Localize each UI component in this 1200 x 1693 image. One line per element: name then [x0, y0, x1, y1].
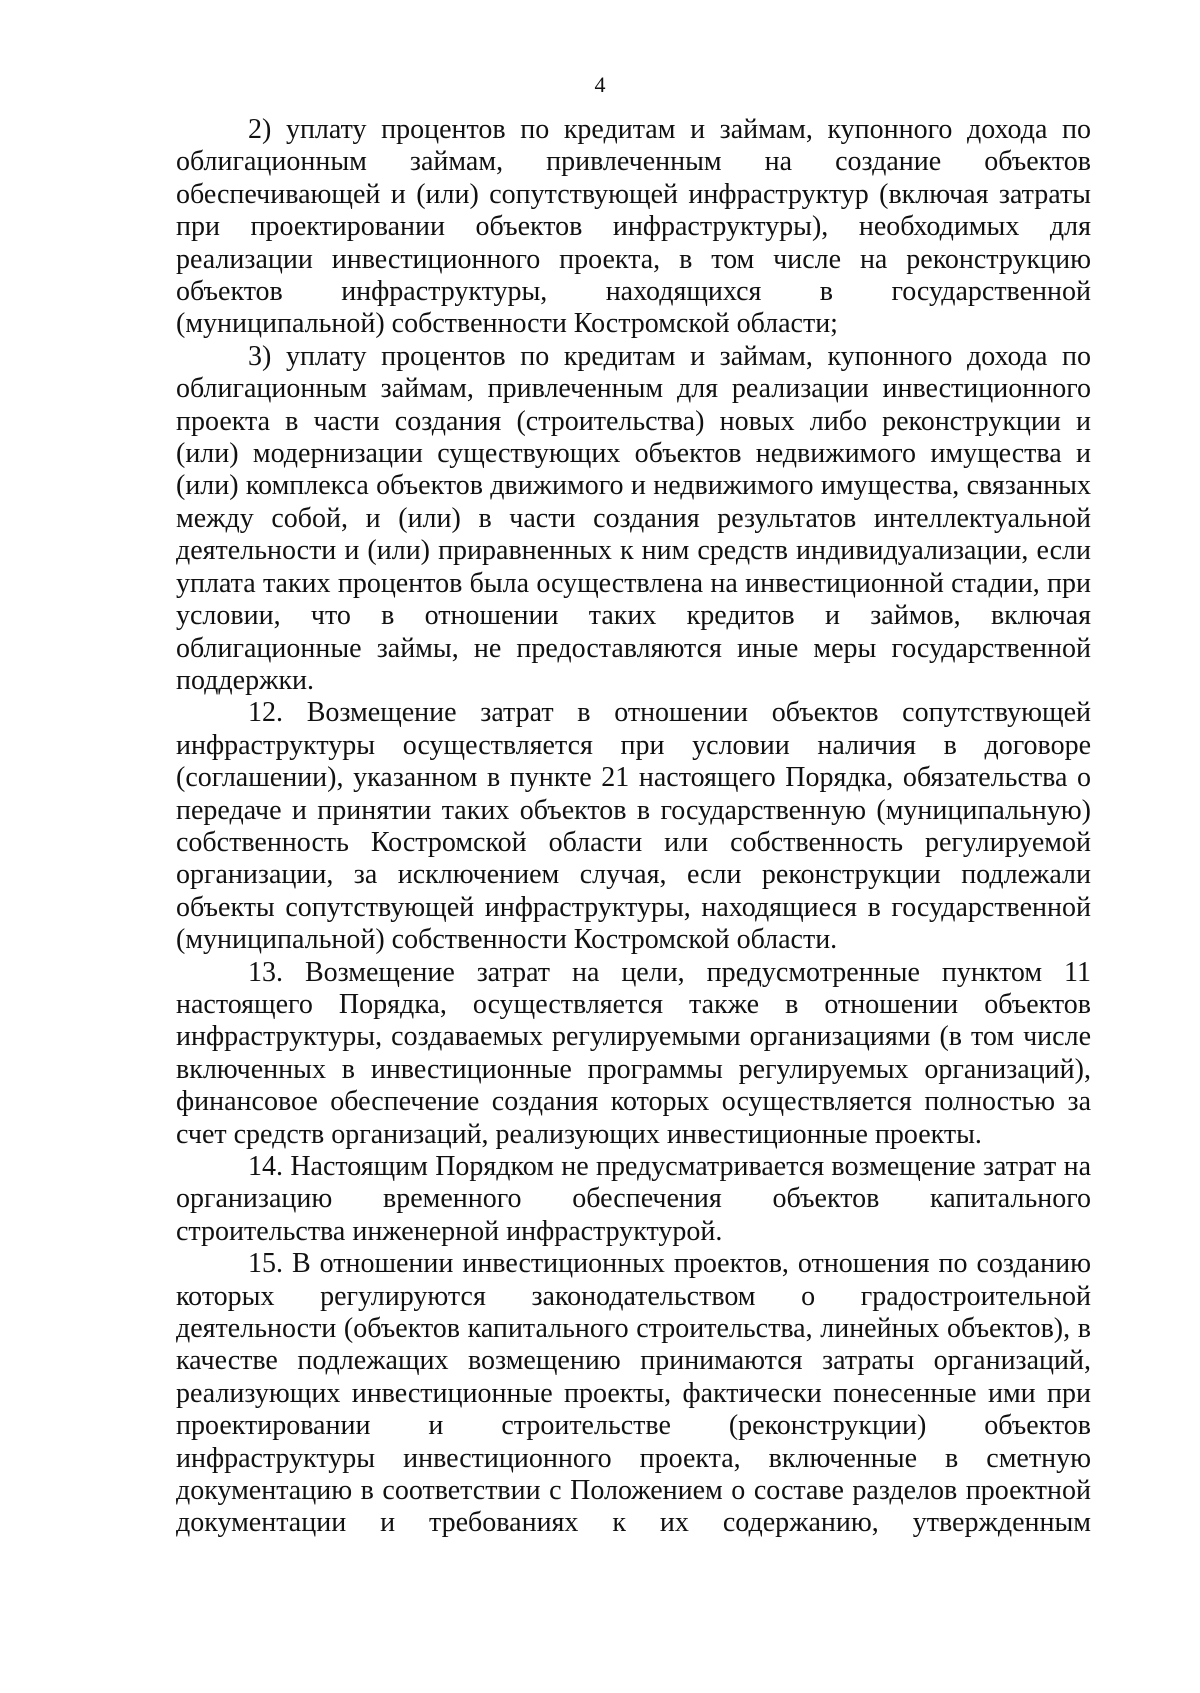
paragraph-13: 13. Возмещение затрат на цели, предусмотренные пунктом 11 настоящего Порядка, осуществляется также в отношении объектов инфраструктуры, создаваемых регулируемыми организациями (в том числе включенных в инвестиционные программы регулируемых организаций), финансовое обеспечение создания которых осуществляется полностью за счет средств организаций, реализующих инвестиционные проекты. [176, 956, 1091, 1150]
paragraph-14: 14. Настоящим Порядком не предусматривается возмещение затрат на организацию временного обеспечения объектов капитального строительства инженерной инфраструктурой. [176, 1151, 1091, 1247]
paragraph-item-3: 3) уплату процентов по кредитам и займам, купонного дохода по облигационным займам, привлеченным для реализации инвестиционного проекта в части создания (строительства) новых либо реконструкции и (или) модернизации существующих объектов недвижимого имущества и (или) комплекса объектов движимого и недвижимого имущества, связанных между собой, и (или) в части создания результатов интеллектуальной деятельности и (или) приравненных к ним средств индивидуализации, если уплата таких процентов была осуществлена на инвестиционной стадии, при условии, что в отношении таких кредитов и займов, включая облигационные займы, не предоставляются иные меры государственной поддержки. [176, 340, 1091, 696]
paragraph-15: 15. В отношении инвестиционных проектов, отношения по созданию которых регулируются законодательством о градостроительной деятельности (объектов капитального строительства, линейных объектов), в качестве подлежащих возмещению принимаются затраты организаций, реализующих инвестиционные проекты, фактически понесенные ими при проектировании и строительстве (реконструкции) объектов инфраструктуры инвестиционного проекта, включенные в сметную документацию в соответствии с Положением о составе разделов проектной документации и требованиях к их содержанию, утвержденным [176, 1248, 1091, 1539]
document-body [176, 114, 1091, 1540]
paragraph-12: 12. Возмещение затрат в отношении объектов сопутствующей инфраструктуры осуществляется при условии наличия в договоре (соглашении), указанном в пункте 21 настоящего Порядка, обязательства о передаче и принятии таких объектов в государственную (муниципальную) собственность Костромской области или собственность регулируемой организации, за исключением случая, если реконструкции подлежали объекты сопутствующей инфраструктуры, находящиеся в государственной (муниципальной) собственности Костромской области. [176, 697, 1091, 956]
page-number: 4 [594, 72, 606, 97]
paragraph-item-2: 2) уплату процентов по кредитам и займам, купонного дохода по облигационным займам, привлеченным на создание объектов обеспечивающей и (или) сопутствующей инфраструктур (включая затраты при проектировании объектов инфраструктуры), необходимых для реализации инвестиционного проекта, в том числе на реконструкцию объектов инфраструктуры, находящихся в государственной (муниципальной) собственности Костромской области; [176, 114, 1091, 340]
